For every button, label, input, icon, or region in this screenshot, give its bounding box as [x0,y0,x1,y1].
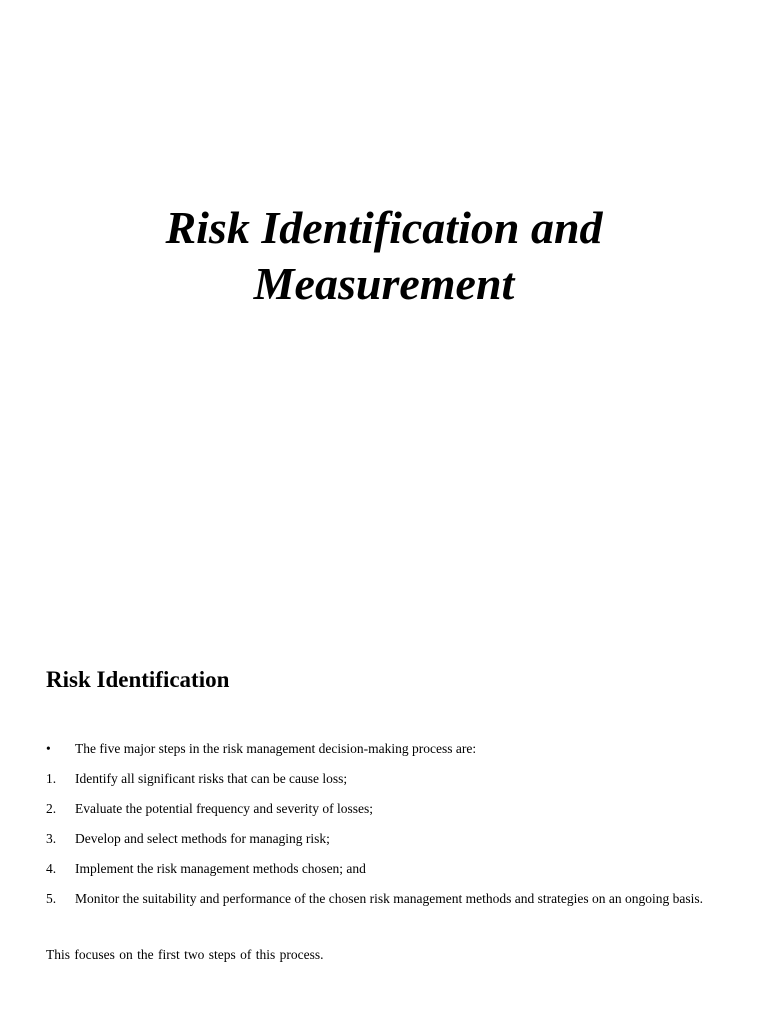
list-item [46,855,722,882]
list-number: 1. [46,771,57,786]
steps-list [46,735,722,915]
list-number: 3. [46,831,57,846]
closing-paragraph: This focuses on the first two steps of this process. [46,947,324,962]
list-item-text: Implement the risk management methods chosen; and [75,861,366,876]
list-item-text: Monitor the suitability and performance of the chosen risk management methods and strategies on an ongoing basis. [75,891,703,906]
document-title-line-2: Measurement [253,258,515,309]
list-item-text: Develop and select methods for managing risk; [75,831,330,846]
list-number: 5. [46,891,57,906]
list-item [46,825,722,852]
list-item [46,885,722,912]
list-item [46,795,722,822]
list-item-text: Evaluate the potential frequency and severity of losses; [75,801,374,816]
bullet-marker: • [46,741,51,756]
list-item-text: The five major steps in the risk management decision-making process are: [75,741,477,756]
list-item [46,765,722,792]
list-number: 2. [46,801,57,816]
list-item-text: Identify all significant risks that can be cause loss; [75,771,348,786]
section-heading: Risk Identification [46,667,230,692]
document-title [0,200,768,312]
list-number: 4. [46,861,57,876]
list-item [46,735,722,762]
document-title-line-1: Risk Identification and [165,202,603,253]
